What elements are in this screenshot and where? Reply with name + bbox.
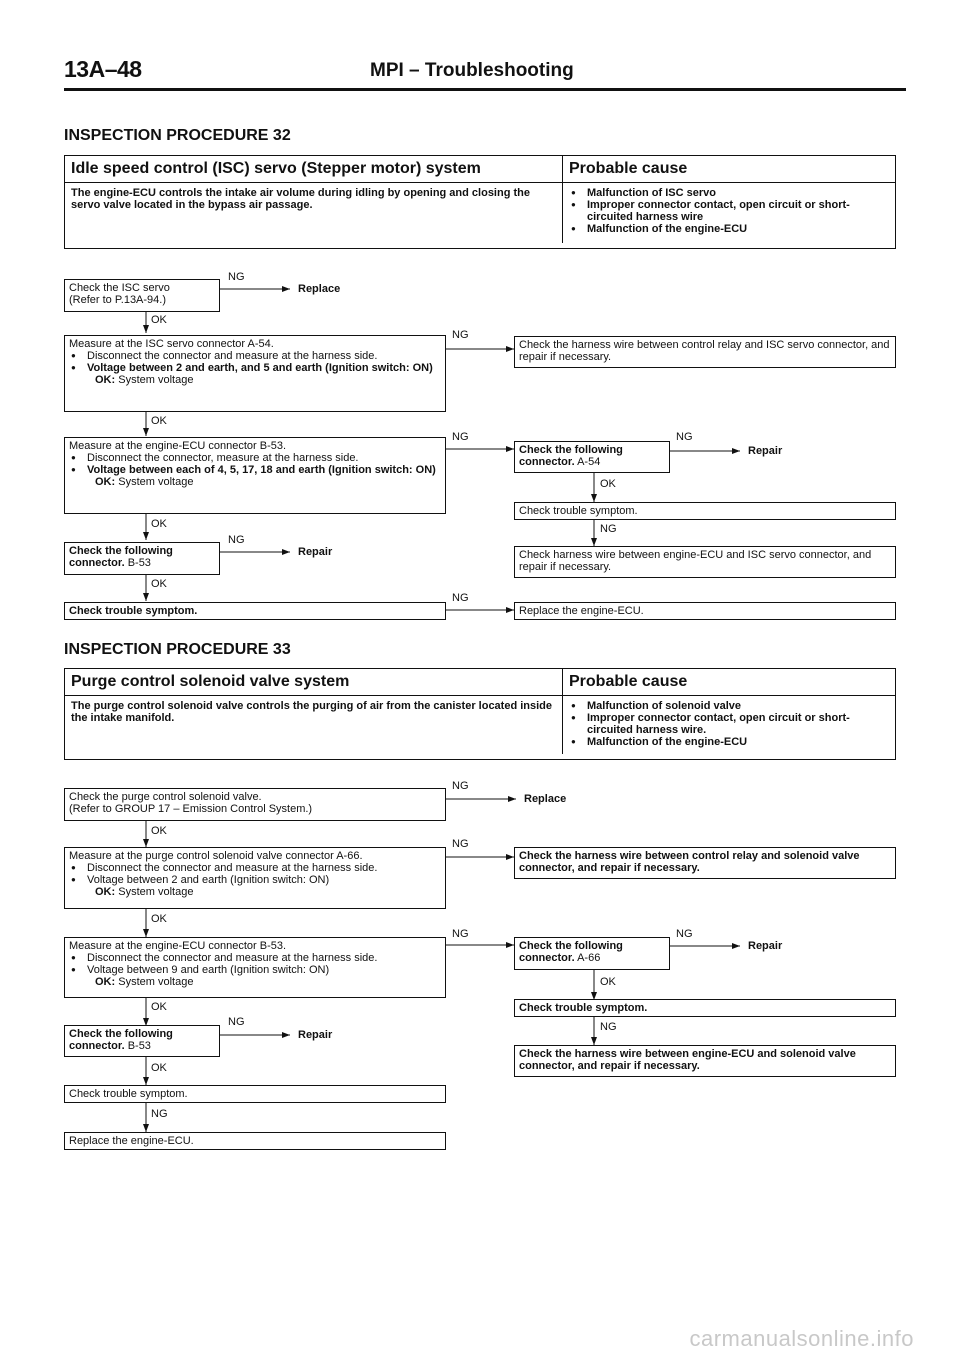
box-line: Check the following connector. <box>69 545 173 569</box>
probable-cause-header: Probable cause <box>563 669 895 696</box>
repair-action: Repair <box>748 940 783 952</box>
ok-criteria-label: OK: <box>95 976 116 988</box>
page-title: MPI – Troubleshooting <box>370 60 574 81</box>
ng-label: NG <box>452 431 469 443</box>
ok-label: OK <box>151 578 167 590</box>
box-bullet: ● Disconnect the connector and measure at the harness side. <box>69 350 441 362</box>
ok-label: OK <box>151 1001 167 1013</box>
ng-label: NG <box>676 431 693 443</box>
ok-criteria-label: OK: <box>95 374 116 386</box>
box-line: Measure at the ISC servo connector A-54. <box>69 338 274 350</box>
box-bullet: ● Voltage between 9 and earth (Ignition switch: ON) <box>69 964 441 976</box>
ng-label: NG <box>452 592 469 604</box>
ng-label: NG <box>676 928 693 940</box>
ok-criteria-value: System voltage <box>118 476 194 488</box>
connector-id: A-66 <box>577 952 601 964</box>
box-bullet: ● Voltage between 2 and earth (Ignition switch: ON) <box>69 874 441 886</box>
ok-label: OK <box>600 976 616 988</box>
ok-label: OK <box>151 314 167 326</box>
check-trouble-symptom-box: Check trouble symptom. <box>514 502 896 520</box>
ng-label: NG <box>452 780 469 792</box>
check-purge-valve-box <box>64 788 446 821</box>
measure-ecu-connector-box <box>64 937 446 998</box>
ng-label: NG <box>228 271 245 283</box>
replace-ecu-box: Replace the engine-ECU. <box>514 602 896 620</box>
box-line: (Refer to P.13A-94.) <box>69 294 167 306</box>
repair-action: Repair <box>298 1029 333 1041</box>
check-trouble-symptom-box: Check trouble symptom. <box>64 1085 446 1103</box>
connector-id: A-54 <box>577 456 601 468</box>
box-line: Measure at the engine-ECU connector B-53. <box>69 940 287 952</box>
check-harness-ecu-isc-box: Check harness wire between engine-ECU and ISC servo connector, and repair if necessary. <box>514 546 896 578</box>
box-line: Check the following connector. <box>519 940 623 964</box>
watermark: carmanualsonline.info <box>689 1326 914 1351</box>
system-description: The engine-ECU controls the intake air volume during idling by opening and closing the servo valve located in the bypass air passage. <box>65 183 563 243</box>
ng-label: NG <box>228 1016 245 1028</box>
ok-label: OK <box>151 825 167 837</box>
ng-label: NG <box>228 534 245 546</box>
replace-ecu-box: Replace the engine-ECU. <box>64 1132 446 1150</box>
cause-item: ● Malfunction of the engine-ECU <box>569 736 889 748</box>
repair-action: Repair <box>748 445 783 457</box>
ng-label: NG <box>151 1108 168 1120</box>
cause-item: ● Malfunction of ISC servo <box>569 187 889 199</box>
box-line: Check the purge control solenoid valve. <box>69 791 262 803</box>
ng-label: NG <box>452 329 469 341</box>
box-bullet: ● Voltage between 2 and earth, and 5 and earth (Ignition switch: ON) <box>69 362 441 374</box>
ok-criteria-label: OK: <box>95 886 116 898</box>
ok-criteria-value: System voltage <box>118 976 194 988</box>
box-line: Measure at the engine-ECU connector B-53. <box>69 440 287 452</box>
ok-criteria-value: System voltage <box>118 374 194 386</box>
box-line: Measure at the purge control solenoid valve connector A-66. <box>69 850 363 862</box>
procedure-33-title: INSPECTION PROCEDURE 33 <box>64 641 291 658</box>
box-line: (Refer to GROUP 17 – Emission Control System.) <box>69 803 313 815</box>
box-line: Check the following connector. <box>519 444 623 468</box>
cause-item: ● Malfunction of solenoid valve <box>569 700 889 712</box>
cause-item: ● Improper connector contact, open circuit or short-circuited harness wire <box>569 199 889 223</box>
page-number: 13A–48 <box>64 56 142 82</box>
connector-id: B-53 <box>127 557 151 569</box>
ok-criteria-label: OK: <box>95 476 116 488</box>
ng-label: NG <box>452 928 469 940</box>
box-bullet: ● Disconnect the connector, measure at the harness side. <box>69 452 441 464</box>
repair-action: Repair <box>298 546 333 558</box>
ok-label: OK <box>151 518 167 530</box>
measure-purge-connector-box <box>64 847 446 909</box>
check-trouble-symptom-box: Check trouble symptom. <box>64 602 446 620</box>
cause-item: ● Malfunction of the engine-ECU <box>569 223 889 235</box>
system-name: Purge control solenoid valve system <box>65 669 563 696</box>
ok-label: OK <box>600 478 616 490</box>
system-name: Idle speed control (ISC) servo (Stepper motor) system <box>65 156 563 183</box>
ok-label: OK <box>151 913 167 925</box>
check-harness-relay-solenoid-box: Check the harness wire between control relay and solenoid valve connector, and repair if necessary. <box>514 847 896 879</box>
box-line: Check the following connector. <box>69 1028 173 1052</box>
procedure-32-title: INSPECTION PROCEDURE 32 <box>64 127 291 144</box>
ng-label: NG <box>600 523 617 535</box>
ok-criteria-value: System voltage <box>118 886 194 898</box>
ok-label: OK <box>151 415 167 427</box>
cause-item: ● Improper connector contact, open circuit or short-circuited harness wire. <box>569 712 889 736</box>
ng-label: NG <box>452 838 469 850</box>
replace-action: Replace <box>524 793 567 805</box>
box-bullet: ● Voltage between each of 4, 5, 17, 18 and earth (Ignition switch: ON) <box>69 464 441 476</box>
check-trouble-symptom-box: Check trouble symptom. <box>514 999 896 1017</box>
probable-cause-header: Probable cause <box>563 156 895 183</box>
ng-label: NG <box>600 1021 617 1033</box>
ok-label: OK <box>151 1062 167 1074</box>
system-description: The purge control solenoid valve controls the purging of air from the canister located inside the intake manifold. <box>65 696 563 754</box>
check-connector-a66-box <box>514 937 670 970</box>
box-line: Check the ISC servo <box>69 282 170 294</box>
check-connector-b53-box <box>64 1025 220 1057</box>
check-harness-ecu-solenoid-box: Check the harness wire between engine-ECU and solenoid valve connector, and repair if necessary. <box>514 1045 896 1077</box>
box-bullet: ● Disconnect the connector and measure at the harness side. <box>69 952 441 964</box>
connector-id: B-53 <box>127 1040 151 1052</box>
replace-action: Replace <box>298 283 341 295</box>
box-bullet: ● Disconnect the connector and measure at the harness side. <box>69 862 441 874</box>
check-harness-relay-isc-box: Check the harness wire between control relay and ISC servo connector, and repair if necessary. <box>514 336 896 368</box>
